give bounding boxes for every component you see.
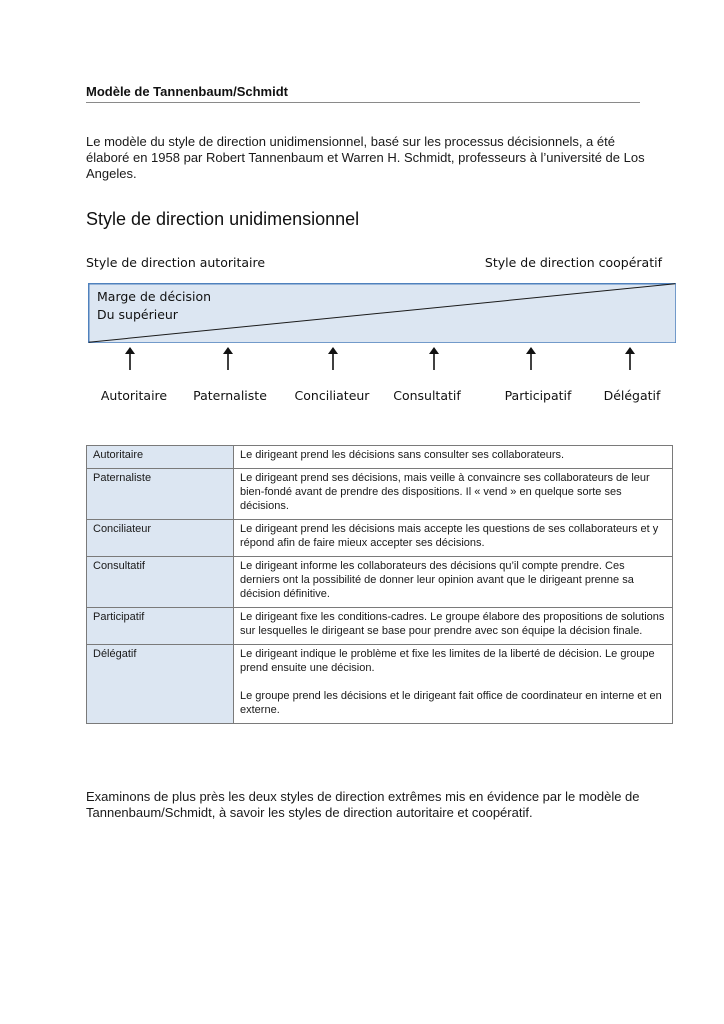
intro-paragraph: Le modèle du style de direction unidimensionnel, basé sur les processus décisionnels, a été élaboré en 1958 par Robert Tannenbaum et Warren H. Schmidt, professeurs à l’université de Los Angeles.: [86, 134, 645, 181]
description-text: Le dirigeant prend les décisions mais accepte les questions de ses collaborateurs et y répond afin de faire mieux accepter ses décisions.: [240, 523, 659, 549]
superior-label: Du supérieur: [97, 307, 178, 322]
decision-margin-label: Marge de décision: [97, 289, 212, 304]
table-row: [87, 645, 673, 724]
arrow-up-icon: [525, 346, 537, 371]
description-text: Le dirigeant informe les collaborateurs des décisions qu’il compte prendre. Ces derniers ont la possibilité de donner leur opinion avant que le dirigeant prenne sa décision définitive.: [240, 560, 634, 600]
diagram-left-label: Style de direction autoritaire: [86, 255, 266, 270]
arrow-up-icon: [222, 346, 234, 371]
description-text: Le dirigeant prend les décisions sans consulter ses collaborateurs.: [240, 449, 565, 461]
table-row: [87, 520, 673, 557]
table-row: [87, 557, 673, 608]
arrow-up-icon: [124, 346, 136, 371]
style-name-cell: Participatif: [87, 608, 234, 645]
style-label-autoritaire: Autoritaire: [100, 388, 168, 403]
table-row: [87, 608, 673, 645]
table-row: [87, 469, 673, 520]
table-row: [87, 446, 673, 469]
section-title: Style de direction unidimensionnel: [86, 209, 360, 229]
arrow-up-icon: [428, 346, 440, 371]
page-title: Modèle de Tannenbaum/Schmidt: [86, 84, 289, 99]
header-divider: [86, 102, 640, 103]
description-text: Le dirigeant fixe les conditions-cadres. Le groupe élabore des propositions de solutions sur lesquelles le dirigeant se base pour prendre avec son équipe la décision finale.: [240, 611, 665, 637]
style-label-consultatif: Consultatif: [393, 388, 461, 403]
description-text: Le dirigeant indique le problème et fixe les limites de la liberté de décision. Le groupe prend ensuite une décision.: [240, 648, 655, 674]
style-description-cell: [234, 645, 673, 724]
style-description-cell: [234, 520, 673, 557]
conclusion-paragraph: Examinons de plus près les deux styles de direction extrêmes mis en évidence par le modèle de Tannenbaum/Schmidt, à savoir les styles de direction autoritaire et coopératif.: [86, 789, 640, 820]
arrow-up-icon: [624, 346, 636, 371]
style-label-conciliateur: Conciliateur: [294, 388, 370, 403]
style-label-paternaliste: Paternaliste: [193, 388, 267, 403]
arrow-up-icon: [327, 346, 339, 371]
style-description-cell: [234, 557, 673, 608]
style-label-delegatif: Délégatif: [603, 388, 661, 403]
description-text: Le dirigeant prend ses décisions, mais veille à convaincre ses collaborateurs de leur bien-fondé avant de prendre des dispositions. Il « vend » en quelque sorte ses décisions.: [240, 472, 650, 512]
description-text: Le groupe prend les décisions et le dirigeant fait office de coordinateur en interne et en externe.: [240, 690, 662, 716]
style-description-cell: [234, 608, 673, 645]
diagram-right-label: Style de direction coopératif: [484, 255, 662, 270]
styles-table: [86, 445, 673, 724]
style-name-cell: Autoritaire: [87, 446, 234, 469]
style-name-cell: Consultatif: [87, 557, 234, 608]
style-name-cell: Conciliateur: [87, 520, 234, 557]
style-label-participatif: Participatif: [504, 388, 572, 403]
style-description-cell: [234, 446, 673, 469]
style-description-cell: [234, 469, 673, 520]
style-name-cell: Paternaliste: [87, 469, 234, 520]
style-name-cell: Délégatif: [87, 645, 234, 724]
